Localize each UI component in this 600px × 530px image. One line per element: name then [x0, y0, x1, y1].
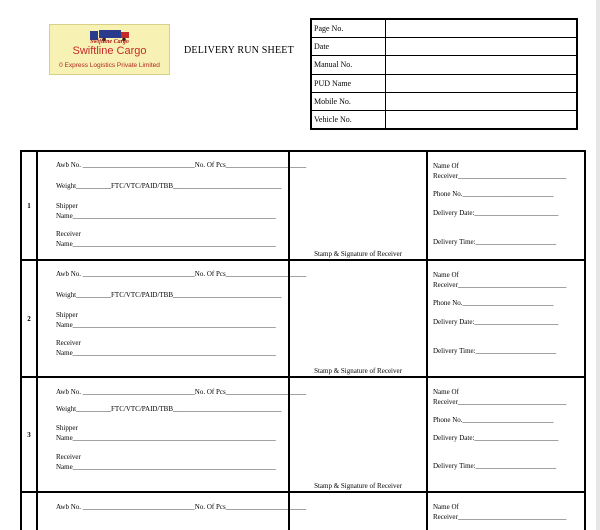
entry-number: 3 [21, 377, 37, 492]
receiver-name-field: Name__________________________________________________________ [56, 463, 276, 471]
weight-field: Weight__________FTC/VTC/PAID/TBB_______________________________ [56, 182, 282, 190]
awb-field: Awb No. ________________________________No. Of Pcs_______________________ [56, 270, 307, 278]
info-value-field[interactable] [385, 56, 577, 74]
table-row [21, 151, 585, 260]
logo-small-text: Swiftline Cargo [90, 39, 129, 45]
info-value-field[interactable] [385, 74, 577, 92]
shipper-name-field: Name__________________________________________________________ [56, 212, 276, 220]
info-label: Page No. [311, 19, 385, 37]
info-label: Mobile No. [311, 93, 385, 111]
info-value-field[interactable] [385, 93, 577, 111]
receiver-line: Receiver_______________________________ [433, 281, 567, 289]
info-value-field[interactable] [385, 111, 577, 129]
table-row [21, 260, 585, 377]
shipper-name-field: Name__________________________________________________________ [56, 321, 276, 329]
receiver-label: Receiver [56, 339, 81, 347]
receiver-label: Receiver [56, 453, 81, 461]
shipment-details-cell[interactable] [37, 492, 307, 530]
delivery-time-field: Delivery Time:_______________________ [433, 238, 557, 246]
shipper-label: Shipper [56, 311, 78, 319]
info-value-field[interactable] [385, 37, 577, 55]
awb-field: Awb No. ________________________________No. Of Pcs_______________________ [56, 388, 307, 396]
receiver-label: Receiver [56, 230, 81, 238]
info-row-mobile-no [311, 93, 577, 111]
phone-field: Phone No.__________________________ [433, 299, 554, 307]
receiver-name-field: Name__________________________________________________________ [56, 240, 276, 248]
receiver-details-cell[interactable] [427, 260, 585, 377]
page-scrollbar[interactable] [596, 0, 600, 530]
name-of-label: Name Of [433, 503, 459, 511]
stamp-cell[interactable] [289, 151, 427, 260]
awb-field: Awb No. ________________________________No. Of Pcs_______________________ [56, 503, 307, 511]
logo-tagline: 0 Express Logistics Private Limited [59, 62, 160, 69]
shipper-label: Shipper [56, 424, 78, 432]
shipment-details-cell[interactable] [37, 260, 307, 377]
name-of-label: Name Of [433, 271, 459, 279]
company-logo [49, 24, 170, 75]
info-row-date [311, 37, 577, 55]
delivery-time-field: Delivery Time:_______________________ [433, 347, 557, 355]
stamp-cell[interactable] [289, 260, 427, 377]
name-of-label: Name Of [433, 388, 459, 396]
info-label: Vehicle No. [311, 111, 385, 129]
entry-number: 1 [21, 151, 37, 260]
info-row-vehicle-no [311, 111, 577, 129]
phone-field: Phone No.__________________________ [433, 416, 554, 424]
awb-field: Awb No. ________________________________No. Of Pcs_______________________ [56, 161, 307, 169]
delivery-date-field: Delivery Date:________________________ [433, 434, 559, 442]
entry-number [21, 492, 37, 530]
shipper-name-field: Name__________________________________________________________ [56, 434, 276, 442]
stamp-cell[interactable] [289, 492, 427, 530]
shipper-label: Shipper [56, 202, 78, 210]
phone-field: Phone No.__________________________ [433, 190, 554, 198]
stamp-cell[interactable] [289, 377, 427, 492]
receiver-details-cell[interactable] [427, 377, 585, 492]
info-row-pud-name [311, 74, 577, 92]
header-info-table [310, 18, 578, 130]
stamp-label: Stamp & Signature of Receiver [314, 482, 402, 490]
info-value-field[interactable] [385, 19, 577, 37]
info-row-page-no [311, 19, 577, 37]
info-label: PUD Name [311, 74, 385, 92]
receiver-line: Receiver_______________________________ [433, 513, 567, 521]
receiver-line: Receiver_______________________________ [433, 172, 567, 180]
entry-number: 2 [21, 260, 37, 377]
delivery-date-field: Delivery Date:________________________ [433, 209, 559, 217]
table-row [21, 492, 585, 530]
weight-field: Weight__________FTC/VTC/PAID/TBB_______________________________ [56, 291, 282, 299]
info-row-manual-no [311, 56, 577, 74]
receiver-name-field: Name__________________________________________________________ [56, 349, 276, 357]
shipment-details-cell[interactable] [37, 151, 307, 260]
name-of-label: Name Of [433, 162, 459, 170]
stamp-label: Stamp & Signature of Receiver [314, 250, 402, 258]
shipment-details-cell[interactable] [37, 377, 307, 492]
receiver-details-cell[interactable] [427, 151, 585, 260]
delivery-date-field: Delivery Date:________________________ [433, 318, 559, 326]
stamp-label: Stamp & Signature of Receiver [314, 367, 402, 375]
info-label: Date [311, 37, 385, 55]
receiver-details-cell[interactable] [427, 492, 585, 530]
receiver-line: Receiver_______________________________ [433, 398, 567, 406]
page-title: DELIVERY RUN SHEET [184, 45, 294, 56]
delivery-time-field: Delivery Time:_______________________ [433, 462, 557, 470]
table-row [21, 377, 585, 492]
run-sheet-table [20, 150, 586, 530]
weight-field: Weight__________FTC/VTC/PAID/TBB_______________________________ [56, 405, 282, 413]
logo-brand-name: Swiftline Cargo [72, 45, 147, 57]
info-label: Manual No. [311, 56, 385, 74]
